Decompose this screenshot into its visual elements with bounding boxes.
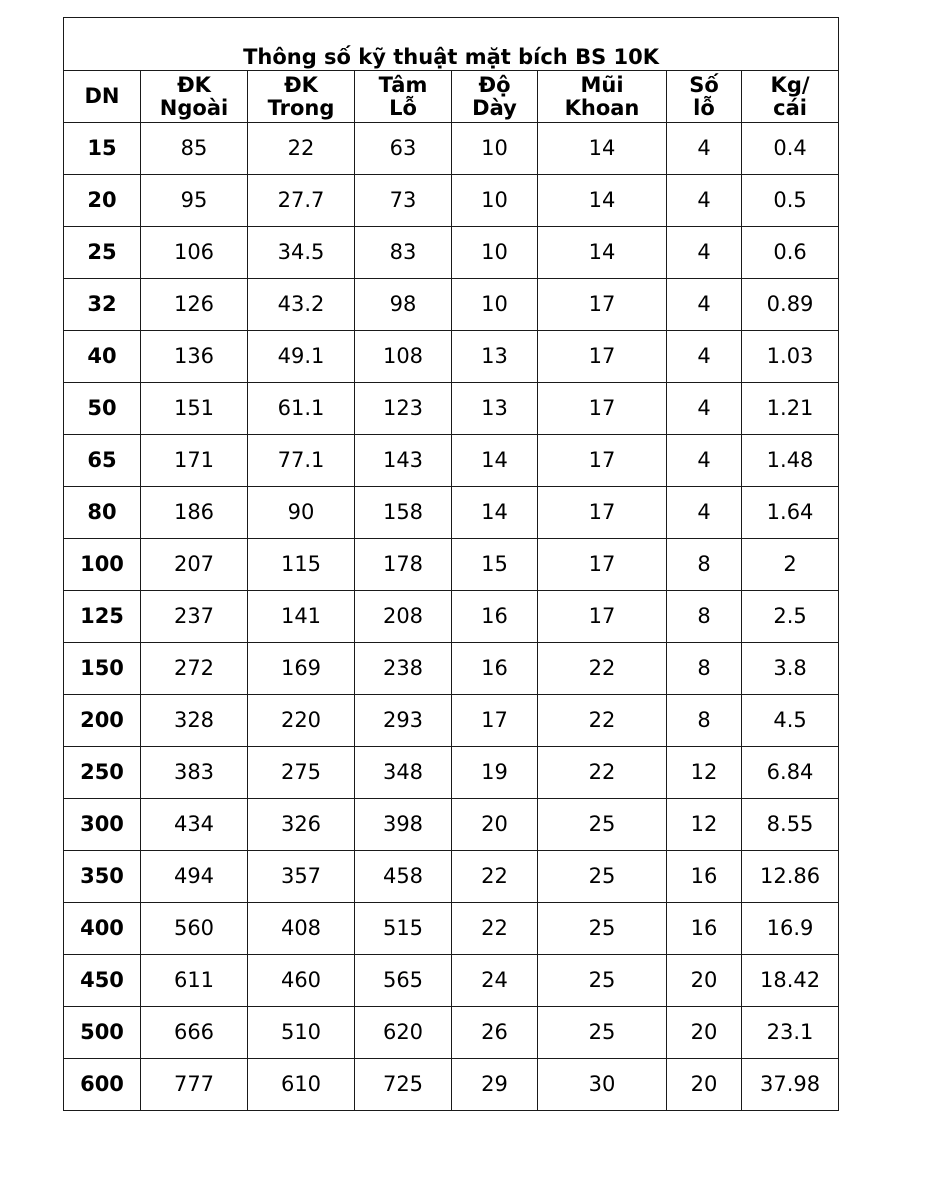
table-row xyxy=(64,903,839,955)
cell-so-lo: 4 xyxy=(667,383,742,435)
cell-dn: 200 xyxy=(64,695,141,747)
cell-dk-ngoai: 434 xyxy=(141,799,248,851)
cell-kg-cai: 0.6 xyxy=(742,227,839,279)
table-row xyxy=(64,747,839,799)
cell-kg-cai: 6.84 xyxy=(742,747,839,799)
cell-dn: 100 xyxy=(64,539,141,591)
cell-do-day: 22 xyxy=(452,903,538,955)
cell-dk-ngoai: 666 xyxy=(141,1007,248,1059)
cell-dk-trong: 27.7 xyxy=(248,175,355,227)
cell-dk-trong: 510 xyxy=(248,1007,355,1059)
cell-dk-trong: 460 xyxy=(248,955,355,1007)
cell-dn: 125 xyxy=(64,591,141,643)
cell-dk-trong: 220 xyxy=(248,695,355,747)
cell-dn: 450 xyxy=(64,955,141,1007)
cell-so-lo: 4 xyxy=(667,175,742,227)
cell-do-day: 13 xyxy=(452,383,538,435)
cell-tam-lo: 458 xyxy=(355,851,452,903)
cell-do-day: 10 xyxy=(452,227,538,279)
cell-dn: 300 xyxy=(64,799,141,851)
cell-so-lo: 20 xyxy=(667,1007,742,1059)
cell-dk-trong: 275 xyxy=(248,747,355,799)
cell-tam-lo: 83 xyxy=(355,227,452,279)
cell-dk-ngoai: 126 xyxy=(141,279,248,331)
cell-tam-lo: 108 xyxy=(355,331,452,383)
cell-so-lo: 16 xyxy=(667,851,742,903)
column-header-do-day xyxy=(452,71,538,123)
header-row xyxy=(64,71,839,123)
cell-kg-cai: 12.86 xyxy=(742,851,839,903)
cell-dk-ngoai: 151 xyxy=(141,383,248,435)
cell-dn: 40 xyxy=(64,331,141,383)
column-header-dk-trong xyxy=(248,71,355,123)
cell-kg-cai: 0.5 xyxy=(742,175,839,227)
cell-mui-khoan: 17 xyxy=(538,435,667,487)
cell-dn: 600 xyxy=(64,1059,141,1111)
column-header-tam-lo xyxy=(355,71,452,123)
cell-dk-trong: 141 xyxy=(248,591,355,643)
column-header-line: ĐK xyxy=(177,72,211,97)
column-header-dn xyxy=(64,71,141,123)
cell-dn: 20 xyxy=(64,175,141,227)
cell-dn: 350 xyxy=(64,851,141,903)
cell-mui-khoan: 14 xyxy=(538,123,667,175)
cell-dk-trong: 115 xyxy=(248,539,355,591)
cell-dk-trong: 90 xyxy=(248,487,355,539)
cell-so-lo: 12 xyxy=(667,747,742,799)
cell-dk-ngoai: 85 xyxy=(141,123,248,175)
cell-do-day: 19 xyxy=(452,747,538,799)
cell-so-lo: 8 xyxy=(667,695,742,747)
cell-tam-lo: 178 xyxy=(355,539,452,591)
cell-do-day: 15 xyxy=(452,539,538,591)
cell-do-day: 14 xyxy=(452,435,538,487)
cell-tam-lo: 515 xyxy=(355,903,452,955)
cell-dn: 15 xyxy=(64,123,141,175)
cell-kg-cai: 1.64 xyxy=(742,487,839,539)
cell-dn: 400 xyxy=(64,903,141,955)
cell-dn: 65 xyxy=(64,435,141,487)
cell-mui-khoan: 17 xyxy=(538,331,667,383)
cell-mui-khoan: 22 xyxy=(538,643,667,695)
cell-dk-trong: 77.1 xyxy=(248,435,355,487)
table-row xyxy=(64,695,839,747)
column-header-line: Trong xyxy=(267,95,335,120)
cell-so-lo: 4 xyxy=(667,279,742,331)
cell-kg-cai: 2.5 xyxy=(742,591,839,643)
table-row xyxy=(64,123,839,175)
cell-do-day: 26 xyxy=(452,1007,538,1059)
cell-kg-cai: 0.89 xyxy=(742,279,839,331)
cell-do-day: 10 xyxy=(452,279,538,331)
cell-mui-khoan: 22 xyxy=(538,747,667,799)
cell-dn: 80 xyxy=(64,487,141,539)
cell-dk-trong: 326 xyxy=(248,799,355,851)
cell-kg-cai: 8.55 xyxy=(742,799,839,851)
cell-so-lo: 4 xyxy=(667,227,742,279)
cell-dk-trong: 408 xyxy=(248,903,355,955)
cell-do-day: 10 xyxy=(452,175,538,227)
cell-tam-lo: 348 xyxy=(355,747,452,799)
table-row xyxy=(64,487,839,539)
table-row xyxy=(64,955,839,1007)
table-row xyxy=(64,383,839,435)
column-header-line: Kg/ xyxy=(770,72,810,97)
cell-mui-khoan: 25 xyxy=(538,799,667,851)
cell-mui-khoan: 25 xyxy=(538,955,667,1007)
cell-so-lo: 16 xyxy=(667,903,742,955)
cell-do-day: 24 xyxy=(452,955,538,1007)
cell-do-day: 17 xyxy=(452,695,538,747)
cell-do-day: 13 xyxy=(452,331,538,383)
cell-tam-lo: 293 xyxy=(355,695,452,747)
cell-do-day: 16 xyxy=(452,643,538,695)
cell-do-day: 14 xyxy=(452,487,538,539)
cell-mui-khoan: 17 xyxy=(538,383,667,435)
table-row xyxy=(64,539,839,591)
table-row xyxy=(64,279,839,331)
cell-tam-lo: 725 xyxy=(355,1059,452,1111)
cell-so-lo: 8 xyxy=(667,539,742,591)
cell-tam-lo: 98 xyxy=(355,279,452,331)
cell-mui-khoan: 17 xyxy=(538,539,667,591)
cell-so-lo: 12 xyxy=(667,799,742,851)
table-row xyxy=(64,799,839,851)
cell-mui-khoan: 17 xyxy=(538,487,667,539)
cell-tam-lo: 238 xyxy=(355,643,452,695)
cell-tam-lo: 208 xyxy=(355,591,452,643)
cell-tam-lo: 73 xyxy=(355,175,452,227)
cell-kg-cai: 3.8 xyxy=(742,643,839,695)
column-header-line: Lỗ xyxy=(389,95,417,120)
table-row xyxy=(64,1007,839,1059)
column-header-line: Mũi xyxy=(580,72,624,97)
cell-dk-ngoai: 494 xyxy=(141,851,248,903)
column-header-so-lo xyxy=(667,71,742,123)
column-header-line: Ngoài xyxy=(159,95,229,120)
cell-kg-cai: 1.48 xyxy=(742,435,839,487)
cell-kg-cai: 18.42 xyxy=(742,955,839,1007)
cell-so-lo: 4 xyxy=(667,487,742,539)
title-row xyxy=(64,18,839,71)
column-header-dk-ngoai xyxy=(141,71,248,123)
cell-dn: 50 xyxy=(64,383,141,435)
cell-dk-trong: 43.2 xyxy=(248,279,355,331)
cell-tam-lo: 63 xyxy=(355,123,452,175)
cell-dn: 500 xyxy=(64,1007,141,1059)
cell-dk-ngoai: 171 xyxy=(141,435,248,487)
column-header-line: lỗ xyxy=(693,95,715,120)
cell-kg-cai: 37.98 xyxy=(742,1059,839,1111)
cell-dk-ngoai: 95 xyxy=(141,175,248,227)
cell-so-lo: 20 xyxy=(667,1059,742,1111)
column-header-line: DN xyxy=(84,84,120,108)
cell-tam-lo: 158 xyxy=(355,487,452,539)
cell-so-lo: 20 xyxy=(667,955,742,1007)
cell-mui-khoan: 30 xyxy=(538,1059,667,1111)
cell-kg-cai: 0.4 xyxy=(742,123,839,175)
column-header-line: Dày xyxy=(472,95,517,120)
cell-dk-trong: 49.1 xyxy=(248,331,355,383)
cell-kg-cai: 2 xyxy=(742,539,839,591)
column-header-line: Số xyxy=(689,72,719,97)
cell-dn: 32 xyxy=(64,279,141,331)
cell-mui-khoan: 17 xyxy=(538,591,667,643)
cell-do-day: 16 xyxy=(452,591,538,643)
cell-mui-khoan: 14 xyxy=(538,175,667,227)
cell-do-day: 22 xyxy=(452,851,538,903)
cell-dn: 150 xyxy=(64,643,141,695)
cell-kg-cai: 23.1 xyxy=(742,1007,839,1059)
table-row xyxy=(64,643,839,695)
column-header-line: Khoan xyxy=(564,95,640,120)
column-header-line: cái xyxy=(773,95,807,120)
cell-dk-trong: 610 xyxy=(248,1059,355,1111)
cell-kg-cai: 1.03 xyxy=(742,331,839,383)
cell-do-day: 10 xyxy=(452,123,538,175)
cell-dk-trong: 34.5 xyxy=(248,227,355,279)
cell-dk-ngoai: 560 xyxy=(141,903,248,955)
cell-mui-khoan: 25 xyxy=(538,903,667,955)
cell-dk-ngoai: 611 xyxy=(141,955,248,1007)
cell-dk-trong: 61.1 xyxy=(248,383,355,435)
cell-tam-lo: 143 xyxy=(355,435,452,487)
cell-mui-khoan: 25 xyxy=(538,851,667,903)
table-body xyxy=(64,123,839,1111)
cell-dk-ngoai: 207 xyxy=(141,539,248,591)
cell-dk-ngoai: 328 xyxy=(141,695,248,747)
cell-dk-trong: 357 xyxy=(248,851,355,903)
cell-do-day: 20 xyxy=(452,799,538,851)
cell-dk-ngoai: 237 xyxy=(141,591,248,643)
column-header-mui-khoan xyxy=(538,71,667,123)
cell-dn: 25 xyxy=(64,227,141,279)
column-header-kg-cai xyxy=(742,71,839,123)
table-row xyxy=(64,435,839,487)
cell-mui-khoan: 14 xyxy=(538,227,667,279)
cell-so-lo: 8 xyxy=(667,591,742,643)
cell-dk-ngoai: 136 xyxy=(141,331,248,383)
cell-so-lo: 8 xyxy=(667,643,742,695)
cell-dk-ngoai: 272 xyxy=(141,643,248,695)
cell-kg-cai: 16.9 xyxy=(742,903,839,955)
cell-dk-ngoai: 106 xyxy=(141,227,248,279)
table-row xyxy=(64,331,839,383)
cell-kg-cai: 4.5 xyxy=(742,695,839,747)
cell-dn: 250 xyxy=(64,747,141,799)
cell-mui-khoan: 25 xyxy=(538,1007,667,1059)
cell-dk-ngoai: 383 xyxy=(141,747,248,799)
column-header-line: Tâm xyxy=(378,72,428,97)
cell-kg-cai: 1.21 xyxy=(742,383,839,435)
table-row xyxy=(64,851,839,903)
cell-dk-trong: 169 xyxy=(248,643,355,695)
cell-tam-lo: 565 xyxy=(355,955,452,1007)
cell-mui-khoan: 22 xyxy=(538,695,667,747)
cell-tam-lo: 123 xyxy=(355,383,452,435)
cell-dk-ngoai: 777 xyxy=(141,1059,248,1111)
table-row xyxy=(64,591,839,643)
cell-so-lo: 4 xyxy=(667,123,742,175)
cell-so-lo: 4 xyxy=(667,435,742,487)
table-row xyxy=(64,175,839,227)
cell-dk-trong: 22 xyxy=(248,123,355,175)
table-title: Thông số kỹ thuật mặt bích BS 10K xyxy=(64,18,839,71)
column-header-line: Độ xyxy=(478,72,511,97)
table-row xyxy=(64,1059,839,1111)
cell-mui-khoan: 17 xyxy=(538,279,667,331)
cell-tam-lo: 398 xyxy=(355,799,452,851)
cell-do-day: 29 xyxy=(452,1059,538,1111)
cell-tam-lo: 620 xyxy=(355,1007,452,1059)
flange-spec-table xyxy=(63,17,839,1111)
cell-dk-ngoai: 186 xyxy=(141,487,248,539)
cell-so-lo: 4 xyxy=(667,331,742,383)
table-row xyxy=(64,227,839,279)
column-header-line: ĐK xyxy=(284,72,318,97)
